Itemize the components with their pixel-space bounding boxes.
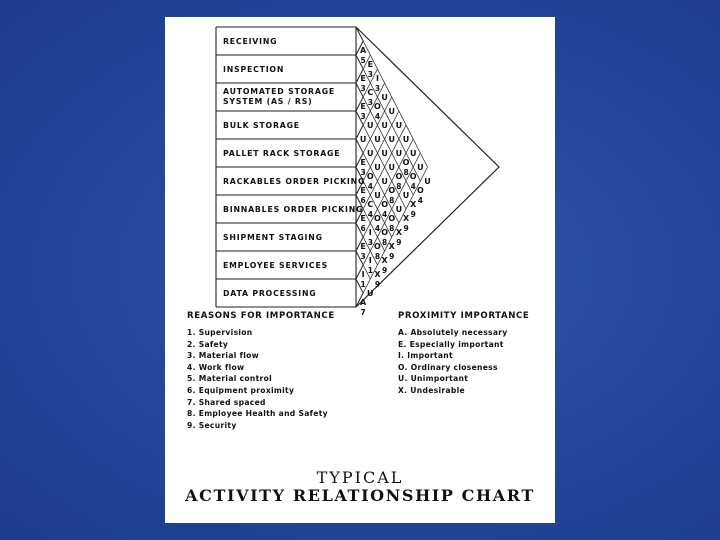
proximity-code: O bbox=[374, 102, 381, 111]
proximity-code: U bbox=[374, 163, 381, 172]
proximity-list bbox=[398, 327, 548, 397]
proximity-code: O bbox=[402, 158, 410, 167]
proximity-code: U bbox=[367, 289, 374, 298]
activity-label: INSPECTION bbox=[223, 65, 285, 74]
proximity-code: U bbox=[409, 149, 417, 158]
activity-label: RACKABLES ORDER PICKING bbox=[223, 177, 366, 186]
proximity-code: U bbox=[359, 135, 367, 144]
reason-code: 3 bbox=[360, 112, 366, 121]
proximity-code: U bbox=[381, 149, 388, 158]
proximity-code: O bbox=[409, 172, 417, 181]
proximity-code: E bbox=[360, 186, 366, 195]
reason-code: 9 bbox=[403, 224, 409, 233]
proximity-code: U bbox=[395, 121, 403, 130]
proximity-code: O bbox=[381, 228, 389, 237]
proximity-code: U bbox=[381, 121, 388, 130]
reason-code: 4 bbox=[374, 112, 381, 121]
reason-code: 8 bbox=[396, 182, 402, 191]
reason-code: 6 bbox=[360, 196, 366, 205]
reason-code: 3 bbox=[367, 70, 373, 79]
reason-code: 9 bbox=[410, 210, 416, 219]
proximity-code: E bbox=[360, 74, 366, 83]
proximity-code: I bbox=[368, 256, 372, 265]
reasons-legend bbox=[187, 311, 367, 431]
proximity-code: I bbox=[375, 74, 379, 83]
proximity-code: U bbox=[388, 135, 395, 144]
reasons-list bbox=[187, 327, 367, 431]
proximity-code: U bbox=[424, 177, 431, 186]
proximity-code: U bbox=[402, 191, 410, 200]
proximity-code: U bbox=[374, 191, 381, 200]
reason-code: 3 bbox=[367, 238, 373, 247]
activity-label: BINNABLES ORDER PICKING bbox=[223, 205, 364, 214]
proximity-item: X. Undesirable bbox=[398, 385, 465, 395]
reason-code: 5 bbox=[360, 56, 366, 65]
proximity-code: U bbox=[381, 177, 388, 186]
reason-code: 1 bbox=[360, 280, 366, 289]
activity-label: BULK STORAGE bbox=[223, 121, 300, 130]
proximity-code: O bbox=[381, 200, 389, 209]
proximity-code: X bbox=[402, 214, 410, 223]
proximity-code: O bbox=[388, 186, 396, 195]
proximity-item: E. Especially important bbox=[398, 339, 504, 349]
proximity-item: A. Absolutely necessary bbox=[398, 328, 508, 337]
reason-code: 8 bbox=[381, 238, 388, 247]
proximity-code: U bbox=[381, 93, 388, 102]
proximity-code: C bbox=[367, 88, 374, 97]
reason-item: 1. Supervision bbox=[187, 328, 253, 337]
proximity-code: U bbox=[395, 149, 403, 158]
reason-item: 7. Shared spaced bbox=[187, 397, 266, 407]
proximity-title: PROXIMITY IMPORTANCE bbox=[398, 311, 530, 321]
chart-title-line2: ACTIVITY RELATIONSHIP CHART bbox=[185, 486, 535, 505]
relationship-diagram bbox=[165, 17, 555, 317]
reason-item: 2. Safety bbox=[187, 339, 229, 349]
activity-label: SYSTEM (AS / RS) bbox=[223, 97, 313, 106]
proximity-code: E bbox=[360, 214, 366, 223]
reason-code: 4 bbox=[367, 182, 373, 191]
proximity-code: O bbox=[374, 242, 381, 251]
reason-code: 9 bbox=[374, 280, 381, 289]
activity-label: SHIPMENT STAGING bbox=[223, 233, 323, 242]
proximity-code: E bbox=[360, 102, 366, 111]
reason-code: 7 bbox=[360, 308, 366, 317]
reason-item: 9. Security bbox=[187, 420, 237, 430]
proximity-code: X bbox=[381, 256, 388, 265]
proximity-code: X bbox=[395, 228, 402, 237]
proximity-code: X bbox=[410, 200, 417, 209]
reasons-title: REASONS FOR IMPORTANCE bbox=[187, 311, 335, 321]
activity-label: PALLET RACK STORAGE bbox=[223, 149, 341, 158]
reason-code: 4 bbox=[417, 196, 423, 205]
reason-code: 8 bbox=[389, 224, 395, 233]
proximity-item: I. Important bbox=[398, 351, 453, 361]
reason-item: 4. Work flow bbox=[187, 362, 245, 372]
reason-code: 4 bbox=[367, 210, 373, 219]
proximity-item: O. Ordinary closeness bbox=[398, 362, 498, 372]
proximity-code: U bbox=[388, 163, 395, 172]
reason-code: 9 bbox=[396, 238, 402, 247]
activity-label: RECEIVING bbox=[223, 37, 278, 46]
proximity-code: A bbox=[360, 298, 367, 307]
proximity-code: C bbox=[367, 200, 374, 209]
proximity-code: U bbox=[367, 149, 374, 158]
reason-item: 6. Equipment proximity bbox=[187, 385, 295, 395]
reason-code: 3 bbox=[360, 168, 366, 177]
proximity-code: U bbox=[417, 163, 424, 172]
proximity-code: E bbox=[367, 60, 374, 69]
proximity-code: I bbox=[361, 270, 365, 279]
reason-item: 5. Material control bbox=[187, 374, 273, 384]
proximity-code: O bbox=[416, 186, 424, 195]
chart-paper bbox=[165, 17, 555, 523]
proximity-code: O bbox=[388, 214, 396, 223]
proximity-code: I bbox=[368, 228, 372, 237]
reason-item: 8. Employee Health and Safety bbox=[187, 409, 328, 419]
proximity-code: O bbox=[374, 214, 381, 223]
reason-code: 9 bbox=[389, 252, 395, 261]
reason-item: 3. Material flow bbox=[187, 351, 259, 361]
reason-code: 3 bbox=[360, 84, 366, 93]
proximity-code: U bbox=[374, 135, 381, 144]
reason-code: 6 bbox=[360, 224, 366, 233]
reason-code: 4 bbox=[410, 182, 416, 191]
reason-code: 8 bbox=[389, 196, 395, 205]
proximity-code: O bbox=[366, 172, 374, 181]
proximity-code: O bbox=[395, 172, 403, 181]
reason-code: 3 bbox=[360, 252, 366, 261]
proximity-code: U bbox=[388, 107, 395, 116]
proximity-code: U bbox=[395, 205, 403, 214]
reason-code: 4 bbox=[381, 210, 388, 219]
proximity-code: U bbox=[367, 121, 374, 130]
proximity-code: A bbox=[360, 46, 367, 55]
reason-code: 1 bbox=[367, 266, 373, 275]
proximity-code: U bbox=[402, 135, 410, 144]
chart-title-line1: TYPICAL bbox=[316, 468, 404, 487]
reason-code: 9 bbox=[381, 266, 388, 275]
activity-label: EMPLOYEE SERVICES bbox=[223, 261, 328, 270]
reason-code: 3 bbox=[374, 84, 381, 93]
activity-label: DATA PROCESSING bbox=[223, 289, 317, 298]
reason-code: 4 bbox=[374, 224, 381, 233]
reason-code: 8 bbox=[403, 168, 409, 177]
proximity-code: X bbox=[374, 270, 381, 279]
proximity-code: X bbox=[388, 242, 395, 251]
proximity-code: E bbox=[360, 242, 366, 251]
activity-label: AUTOMATED STORAGE bbox=[223, 87, 336, 96]
proximity-code: E bbox=[360, 158, 366, 167]
proximity-item: U. Unimportant bbox=[398, 374, 469, 384]
proximity-legend bbox=[398, 311, 548, 397]
reason-code: 3 bbox=[367, 98, 373, 107]
reason-code: 8 bbox=[374, 252, 381, 261]
